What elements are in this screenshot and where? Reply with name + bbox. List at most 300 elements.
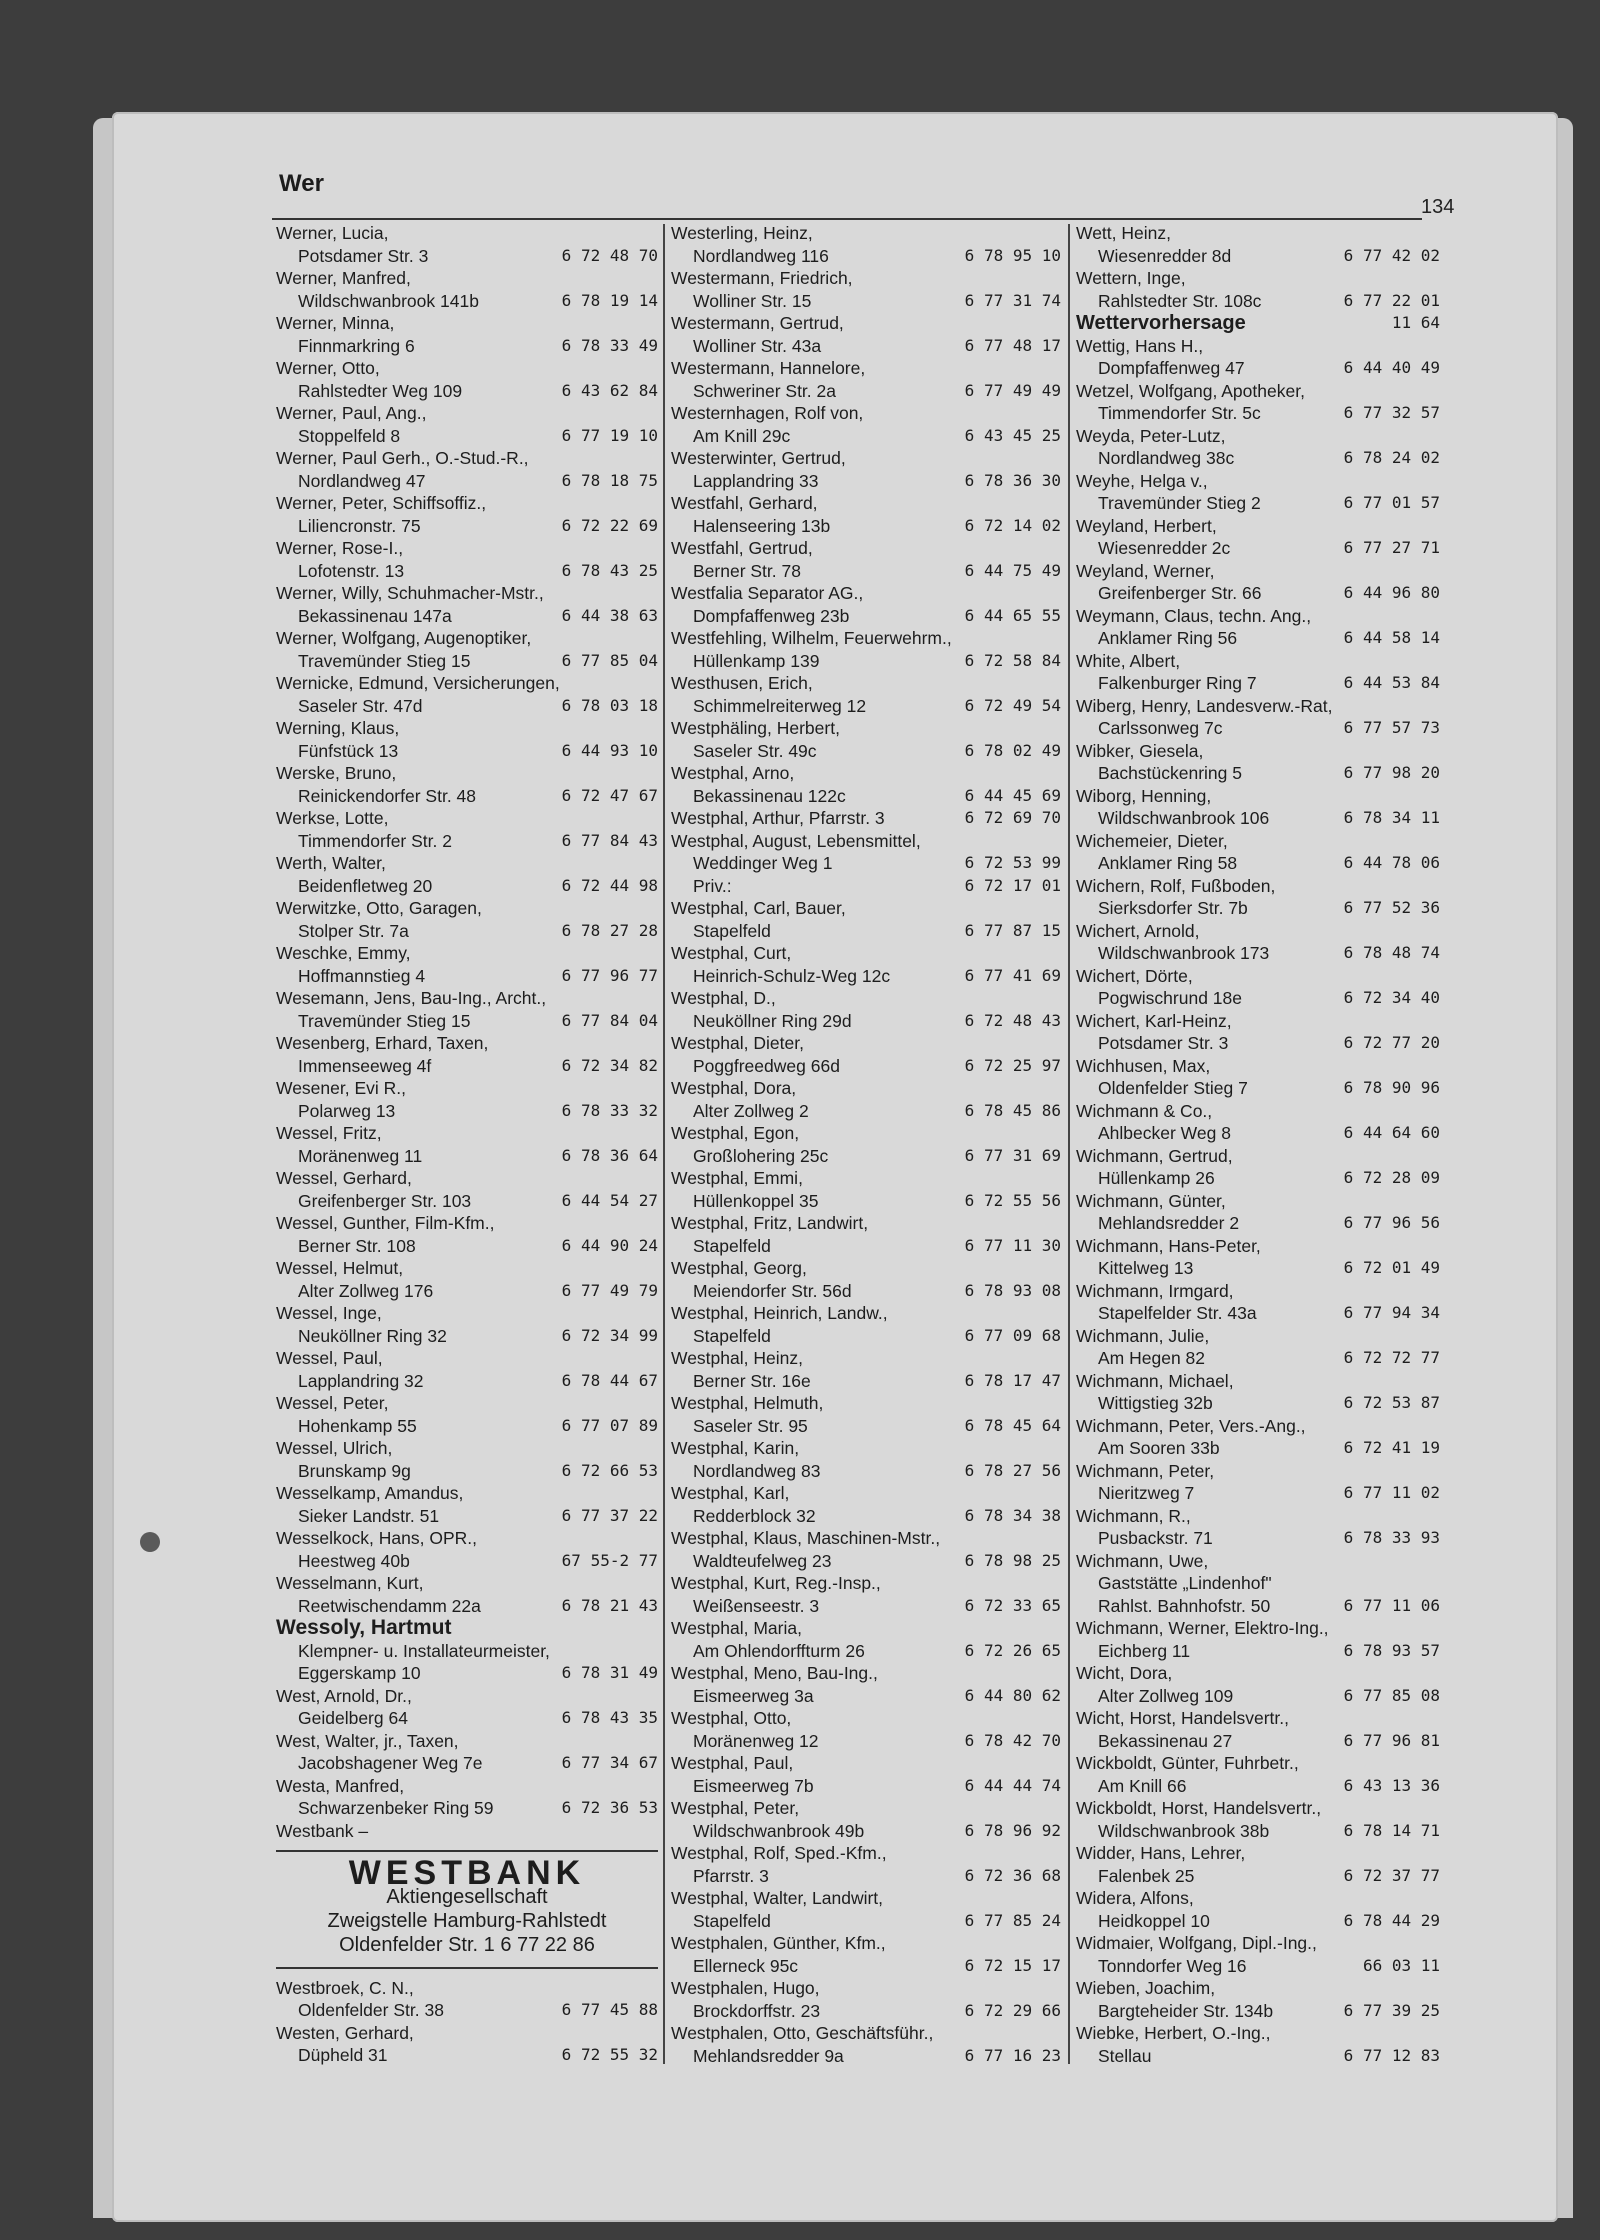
listing-address-line [276, 920, 658, 943]
listing-address-line [1076, 537, 1440, 560]
listing-name: Westphal, Rolf, Sped.-Kfm., [671, 1843, 887, 1863]
listing-address-line [1076, 290, 1440, 313]
listing-address-line [276, 1055, 658, 1078]
phone-number: 6 77 85 24 [964, 1910, 1061, 1930]
listing-address-line [1076, 357, 1440, 380]
listing-name: Wichmann, Gertrud, [1076, 1145, 1233, 1166]
listing-address-line [671, 1235, 1061, 1258]
listing-address-line [1076, 987, 1440, 1010]
listing-address: Stolper Str. 7a [298, 920, 409, 941]
listing-address: Weißenseestr. 3 [693, 1595, 820, 1616]
phone-number: 6 77 96 77 [561, 965, 658, 985]
listing-address: Bargteheider Str. 134b [1098, 2000, 1274, 2021]
phone-number: 6 77 94 34 [1343, 1303, 1440, 1322]
phone-number: 6 78 98 25 [964, 1550, 1061, 1570]
listing-entry [276, 402, 658, 447]
phone-number: 6 44 40 49 [1343, 358, 1440, 377]
listing-entry [276, 807, 658, 852]
listing-name: Westphal, Karl, [671, 1483, 790, 1503]
phone-number: 6 72 14 02 [964, 515, 1061, 535]
listing-address-line [671, 2045, 1061, 2068]
listing-address-line [671, 1370, 1061, 1393]
phone-number: 6 44 54 27 [561, 1190, 658, 1210]
listing-address: Lapplandring 32 [298, 1370, 424, 1391]
listing-entry [1076, 875, 1440, 920]
listing-entry [1076, 1325, 1440, 1370]
phone-number: 6 78 96 92 [964, 1820, 1061, 1840]
listing-name: Westphal, Otto, [671, 1708, 792, 1728]
listing-address-line [1076, 1392, 1440, 1415]
listing-address-line [671, 785, 1061, 808]
listing-name: Westfalia Separator AG., [671, 583, 864, 603]
listing-name: Wickboldt, Günter, Fuhrbetr., [1076, 1753, 1299, 1773]
phone-number: 6 78 90 96 [1343, 1078, 1440, 1097]
listing-address-line [276, 1370, 658, 1393]
listing-entry [671, 1167, 1061, 1212]
listing-address-line [671, 1955, 1061, 1978]
listing-entry [671, 762, 1061, 807]
listing-entry [1076, 560, 1440, 605]
listing-entry [276, 1032, 658, 1077]
phone-number: 6 78 44 29 [1343, 1910, 1440, 1930]
listing-name: Wessel, Fritz, [276, 1123, 382, 1143]
phone-number: 6 77 16 23 [964, 2045, 1061, 2065]
listing-name: Westphal, August, Lebensmittel, [671, 830, 921, 851]
listing-name: Westphal, D., [671, 988, 776, 1008]
listing-address: Nordlandweg 47 [298, 470, 426, 491]
listing-address: Ellerneck 95c [693, 1955, 799, 1976]
listing-entry [1076, 1932, 1440, 1977]
listing-address: Dompfaffenweg 23b [693, 605, 850, 626]
listing-entry [276, 1437, 658, 1482]
listing-entry [671, 492, 1061, 537]
phone-number: 6 77 85 08 [1343, 1685, 1440, 1705]
phone-number: 6 77 22 01 [1343, 290, 1440, 310]
phone-number: 6 72 36 68 [964, 1865, 1061, 1885]
listing-address: Wiesenredder 2c [1098, 538, 1231, 558]
listing-name: Wichmann, Werner, Elektro-Ing., [1076, 1618, 1329, 1638]
listing-address: Bekassinenau 122c [693, 785, 846, 806]
listing-address-line [1076, 1595, 1440, 1618]
listing-address: Falkenburger Ring 7 [1098, 673, 1257, 693]
phone-number: 6 77 27 71 [1343, 538, 1440, 557]
listing-entry [1076, 1010, 1440, 1055]
listing-name: Werner, Willy, Schuhmacher-Mstr., [276, 583, 544, 603]
listing-address-line [1076, 402, 1440, 425]
phone-number: 6 77 39 25 [1343, 2000, 1440, 2020]
listing-address: Wildschwanbrook 106 [1098, 808, 1270, 828]
listing-entry [276, 2022, 658, 2067]
listing-name: Wessel, Ulrich, [276, 1438, 393, 1458]
listing-name: Wessel, Peter, [276, 1393, 389, 1413]
listing-entry [671, 1437, 1061, 1482]
listing-address: Meiendorfer Str. 56d [693, 1280, 852, 1301]
listing-name: Werner, Paul, Ang., [276, 403, 427, 423]
listing-address: Hüllenkamp 26 [1098, 1168, 1215, 1188]
listing-entry [276, 762, 658, 807]
listing-name: Wetzel, Wolfgang, Apotheker, [1076, 380, 1305, 401]
phone-number: 6 72 41 19 [1343, 1438, 1440, 1457]
listing-entry [671, 1977, 1061, 2022]
listing-address-line [1076, 762, 1440, 785]
listing-entry [1076, 1662, 1440, 1707]
listing-address: Nordlandweg 116 [693, 245, 829, 266]
listing-entry [276, 267, 658, 312]
listing-address-line [1076, 1955, 1440, 1978]
phone-number: 6 72 55 56 [964, 1190, 1061, 1210]
listing-address: Brockdorffstr. 23 [693, 2000, 821, 2021]
listing-entry [1076, 1887, 1440, 1932]
listing-name: Wichmann, Peter, [1076, 1460, 1215, 1481]
listing-name: Wichern, Rolf, Fußboden, [1076, 875, 1276, 896]
listing-name: Werske, Bruno, [276, 763, 397, 783]
phone-number: 6 78 93 57 [1343, 1640, 1440, 1660]
phone-number: 6 43 62 84 [561, 380, 658, 400]
listing-address: Pogwischrund 18e [1098, 988, 1242, 1008]
listing-address-line [671, 1145, 1061, 1168]
listing-name: Weyland, Werner, [1076, 560, 1215, 581]
listing-address-line [276, 380, 658, 403]
listing-entry [671, 627, 1061, 672]
listing-name-bold: Wessoly, Hartmut [276, 1616, 452, 1639]
listing-name: Wesselmann, Kurt, [276, 1573, 424, 1593]
listing-address: Stapelfeld [693, 1235, 771, 1256]
listing-line [671, 807, 1061, 830]
listing-address-line [1076, 1437, 1440, 1460]
listing-address-line [1076, 1257, 1440, 1280]
listing-address-line [276, 695, 658, 718]
listing-entry [1076, 1797, 1440, 1842]
listing-entry [1076, 2022, 1440, 2067]
listing-address: Oldenfelder Stieg 7 [1098, 1078, 1248, 1098]
listing-address: Wolliner Str. 43a [693, 335, 822, 356]
phone-number: 6 78 31 49 [561, 1663, 658, 1682]
listing-entry [1076, 335, 1440, 380]
listing-name: West, Walter, jr., Taxen, [276, 1730, 459, 1751]
listing-entry [671, 987, 1061, 1032]
listing-name: Westerwinter, Gertrud, [671, 448, 846, 468]
listing-entry [276, 942, 658, 987]
listing-address-line [276, 470, 658, 493]
listing-address-line [276, 740, 658, 763]
listing-address-line [1076, 1865, 1440, 1888]
listing-address: Pusbackstr. 71 [1098, 1528, 1213, 1548]
listing-address-line [1076, 1167, 1440, 1190]
listing-address-line [1076, 717, 1440, 740]
listing-name: Westbroek, C. N., [276, 1977, 414, 1998]
listing-name: Wichmann, Peter, Vers.-Ang., [1076, 1415, 1306, 1436]
listing-address-line [276, 1662, 658, 1685]
ad-line-2: Zweigstelle Hamburg-Rahlstedt [327, 1909, 607, 1932]
listing-address-line [276, 1595, 658, 1618]
phone-number: 6 72 34 99 [561, 1325, 658, 1345]
phone-number: 6 44 58 14 [1343, 628, 1440, 647]
listing-name: Westen, Gerhard, [276, 2022, 414, 2043]
listing-name: Westphalen, Hugo, [671, 1978, 820, 1998]
phone-number: 6 78 33 32 [561, 1100, 658, 1120]
listing-name: Westphalen, Günther, Kfm., [671, 1933, 886, 1953]
listing-address-line [1076, 1212, 1440, 1235]
listing-address: Schweriner Str. 2a [693, 380, 836, 401]
listing-address-line [276, 605, 658, 628]
listing-name: Westphal, Dieter, [671, 1033, 804, 1053]
listing-entry [671, 1572, 1061, 1617]
listing-entry [671, 897, 1061, 942]
listing-entry [1076, 1842, 1440, 1887]
phone-number: 6 72 22 69 [561, 515, 658, 535]
listing-address: Rahlstedter Str. 108c [1098, 290, 1262, 311]
phone-number: 6 78 36 30 [964, 470, 1061, 490]
listing-entry [671, 1932, 1061, 1977]
listing-name: Westphal, Peter, [671, 1798, 800, 1818]
phone-number: 6 78 43 25 [561, 560, 658, 580]
listing-address-line [671, 1685, 1061, 1708]
phone-number: 6 77 31 74 [964, 290, 1061, 310]
listing-address-line [1076, 1730, 1440, 1753]
listing-address-line [671, 335, 1061, 358]
column-2 [671, 222, 1061, 2067]
listing-address: Reinickendorfer Str. 48 [298, 785, 477, 806]
listing-entry [276, 1077, 658, 1122]
listing-address: Saseler Str. 49c [693, 740, 817, 761]
listing-address: Immenseeweg 4f [298, 1055, 432, 1076]
phone-number: 6 72 28 09 [1343, 1168, 1440, 1187]
phone-number: 6 77 57 73 [1343, 718, 1440, 737]
listing-address: Waldteufelweg 23 [693, 1550, 832, 1571]
listing-address: Bekassinenau 27 [1098, 1730, 1233, 1751]
listing-name: Wieben, Joachim, [1076, 1978, 1216, 1998]
listing-address: Stoppelfeld 8 [298, 425, 401, 446]
listing-address-line [671, 560, 1061, 583]
listing-name: Westhusen, Erich, [671, 673, 813, 693]
listing-entry [1076, 1550, 1440, 1618]
phone-number: 6 77 84 04 [561, 1010, 658, 1030]
listing-address: Stapelfelder Str. 43a [1098, 1303, 1257, 1323]
listing-address: Wildschwanbrook 38b [1098, 1820, 1270, 1841]
listing-name: Westphal, Maria, [671, 1618, 802, 1638]
listing-address: Großlohering 25c [693, 1145, 829, 1166]
listing-name: Wiborg, Henning, [1076, 785, 1212, 806]
listing-entry [276, 717, 658, 762]
listing-entry [671, 1617, 1061, 1662]
ad-line-3: Oldenfelder Str. 1 6 77 22 86 [339, 1933, 595, 1956]
listing-address-line [1076, 1640, 1440, 1663]
listing-entry [1076, 1707, 1440, 1752]
listing-address: Lofotenstr. 13 [298, 560, 405, 581]
listing-entry [276, 1572, 658, 1617]
listing-address: Fünfstück 13 [298, 740, 399, 761]
listing-address: Stellau [1098, 2045, 1152, 2066]
listing-name: Wichmann, Michael, [1076, 1370, 1234, 1391]
listing-name: Werwitzke, Otto, Garagen, [276, 898, 482, 918]
listing-name: Wicht, Dora, [1076, 1663, 1173, 1683]
listing-entry [1076, 267, 1440, 312]
listing-address-line [276, 560, 658, 583]
listing-entry [276, 852, 658, 897]
listing-address-line [276, 1707, 658, 1730]
listing-address: Timmendorfer Str. 5c [1098, 403, 1261, 423]
listing-entry [1076, 1752, 1440, 1797]
listing-address: Eismeerweg 3a [693, 1685, 814, 1706]
listing-entry [671, 582, 1061, 627]
listing-address-line [671, 740, 1061, 763]
listing-name: Wesener, Evi R., [276, 1078, 407, 1098]
listing-entry [1076, 1415, 1440, 1460]
listing-address: Eismeerweg 7b [693, 1775, 814, 1796]
listing-address-line [671, 1280, 1061, 1303]
listing-entry [671, 312, 1061, 357]
phone-number: 67 55-2 77 [561, 1550, 658, 1570]
listing-entry [276, 1212, 658, 1257]
listing-name: Westphal, Arthur, Pfarrstr. 3 [671, 808, 885, 828]
listing-entry [1076, 965, 1440, 1010]
listing-name: Wichemeier, Dieter, [1076, 830, 1228, 851]
listing-address: Greifenberger Str. 66 [1098, 583, 1262, 603]
listing-entry [276, 987, 658, 1032]
listing-name: Werner, Paul Gerh., O.-Stud.-R., [276, 448, 529, 468]
phone-number: 6 72 36 53 [561, 1798, 658, 1817]
phone-number: 6 43 13 36 [1343, 1775, 1440, 1795]
listing-address-line [1076, 245, 1440, 268]
phone-number: 6 77 01 57 [1343, 493, 1440, 512]
listing-entry [671, 537, 1061, 582]
phone-number: 6 77 96 81 [1343, 1730, 1440, 1750]
listing-address: Eichberg 11 [1098, 1640, 1191, 1661]
listing-entry [1076, 515, 1440, 560]
listing-entry [276, 537, 658, 582]
listing-entry [1076, 222, 1440, 267]
phone-number: 6 72 44 98 [561, 875, 658, 895]
phone-number: 6 78 95 10 [964, 245, 1061, 265]
listing-name: Westphäling, Herbert, [671, 718, 840, 738]
listing-entry [671, 222, 1061, 267]
listing-address-line [1076, 1775, 1440, 1798]
listing-address: Heidkoppel 10 [1098, 1910, 1210, 1931]
listing-entry [671, 1032, 1061, 1077]
phone-number: 6 77 07 89 [561, 1415, 658, 1435]
listing-address: Neuköllner Ring 29d [693, 1010, 852, 1031]
phone-number: 6 44 80 62 [964, 1685, 1061, 1705]
listing-address-line [276, 290, 658, 313]
listing-name: Wessel, Paul, [276, 1348, 383, 1368]
listing-address: Neuköllner Ring 32 [298, 1325, 447, 1346]
listing-name: Westphal, Heinrich, Landw., [671, 1303, 888, 1323]
phone-number: 6 77 11 06 [1343, 1595, 1440, 1615]
listing-name: Wessel, Inge, [276, 1303, 382, 1323]
phone-number: 6 78 33 93 [1343, 1528, 1440, 1547]
listing-name: Westphal, Heinz, [671, 1348, 803, 1368]
listing-address-line [276, 650, 658, 673]
listing-address-line [276, 1325, 658, 1348]
listing-name: Westfahl, Gerhard, [671, 493, 818, 513]
listing-address: Wolliner Str. 15 [693, 290, 812, 311]
listing-address-line [1076, 1820, 1440, 1843]
listing-name: Westphal, Georg, [671, 1258, 807, 1278]
listing-address-line [276, 245, 658, 268]
listing-address: Berner Str. 108 [298, 1235, 416, 1256]
listing-name: Wichhusen, Max, [1076, 1055, 1211, 1076]
listing-name: Weymann, Claus, techn. Ang., [1076, 605, 1312, 626]
listing-address-line [1076, 447, 1440, 470]
listing-entry [276, 1122, 658, 1167]
listing-address-line [671, 1010, 1061, 1033]
listing-address: Potsdamer Str. 3 [1098, 1033, 1229, 1053]
listing-address-line [671, 920, 1061, 943]
listing-address-line [276, 515, 658, 538]
listing-address-line [671, 1910, 1061, 1933]
listing-name: Westphal, Fritz, Landwirt, [671, 1213, 869, 1233]
listing-name: Wichmann, Uwe, [1076, 1550, 1209, 1571]
phone-number: 6 77 37 22 [561, 1505, 658, 1525]
listing-address-line [1076, 2045, 1440, 2068]
listing-address: Sieker Landstr. 51 [298, 1505, 440, 1526]
listing-name: Wesselkamp, Amandus, [276, 1483, 464, 1503]
listing-address-line [276, 1505, 658, 1528]
listing-address-line [276, 1550, 658, 1573]
phone-number: 6 72 01 49 [1343, 1258, 1440, 1277]
listing-entry [276, 582, 658, 627]
phone-number: 6 72 25 97 [964, 1055, 1061, 1075]
listing-entry [671, 1662, 1061, 1707]
listing-address-line [1076, 1077, 1440, 1100]
listing-entry [1076, 1190, 1440, 1235]
listing-entry [1076, 785, 1440, 830]
listing-name: Widera, Alfons, [1076, 1888, 1194, 1908]
listing-name: Westphal, Emmi, [671, 1168, 803, 1188]
listing-address-line [1076, 582, 1440, 605]
listing-entry [671, 1122, 1061, 1167]
listing-address: Geidelberg 64 [298, 1708, 408, 1728]
listing-address: Saseler Str. 95 [693, 1415, 808, 1436]
listing-address-line [276, 1100, 658, 1123]
listing-name: West, Arnold, Dr., [276, 1685, 412, 1706]
listing-address-line [671, 290, 1061, 313]
listing-description: Klempner- u. Installateurmeister, [298, 1640, 550, 1661]
phone-number: 6 72 37 77 [1343, 1865, 1440, 1885]
phone-number: 6 44 38 63 [561, 605, 658, 625]
listing-name: Wichert, Karl-Heinz, [1076, 1010, 1232, 1031]
phone-number: 6 44 90 24 [561, 1235, 658, 1255]
listing-address-line [276, 965, 658, 988]
phone-number: 6 44 78 06 [1343, 853, 1440, 872]
phone-number: 6 72 17 01 [964, 875, 1061, 895]
phone-number: 6 78 02 49 [964, 740, 1061, 760]
listing-address: Ahlbecker Weg 8 [1098, 1123, 1231, 1143]
phone-number: 6 77 12 83 [1343, 2045, 1440, 2065]
phone-number: 6 44 45 69 [964, 785, 1061, 805]
listing-name: Widmaier, Wolfgang, Dipl.-Ing., [1076, 1933, 1317, 1953]
phone-number: 6 77 87 15 [964, 920, 1061, 940]
listing-entry [276, 897, 658, 942]
listing-entry [671, 402, 1061, 447]
listing-address-line [1076, 1347, 1440, 1370]
listing-address-line [671, 1595, 1061, 1618]
listing-entry [1076, 740, 1440, 785]
listing-address: Stapelfeld [693, 920, 771, 941]
listing-name: Wichmann, Hans-Peter, [1076, 1235, 1261, 1256]
listing-name: Westerling, Heinz, [671, 223, 813, 243]
listing-address: Rahlst. Bahnhofstr. 50 [1098, 1595, 1271, 1616]
listing-address-line [1076, 1685, 1440, 1708]
listing-address-extra: Gaststätte „Lindenhof" [1098, 1573, 1272, 1593]
listing-entry [1076, 830, 1440, 875]
listing-address: Anklamer Ring 58 [1098, 853, 1238, 873]
listing-address-line [276, 1190, 658, 1213]
listing-address: Hoffmannstieg 4 [298, 965, 426, 986]
listing-address-line [276, 1415, 658, 1438]
listing-name: Werning, Klaus, [276, 718, 400, 738]
phone-number: 6 44 96 80 [1343, 583, 1440, 602]
